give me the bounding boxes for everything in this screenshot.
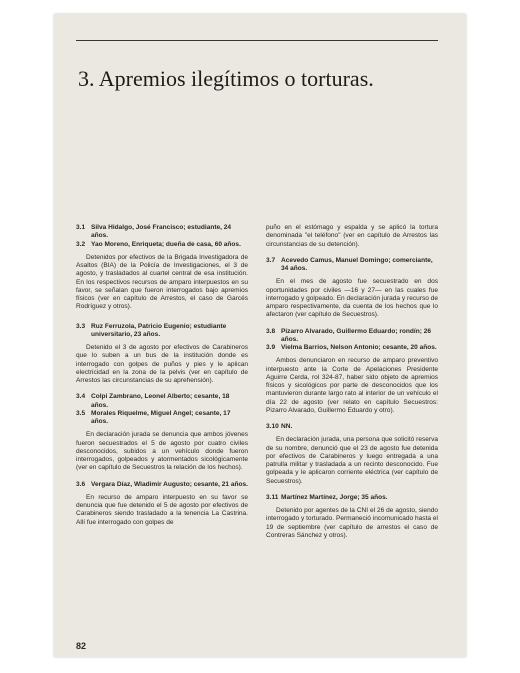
book-page xyxy=(54,14,466,657)
right-column xyxy=(266,224,438,540)
case-name: Morales Riquelme, Miguel Angel; cesante, 17 años. xyxy=(91,409,231,425)
case-entry xyxy=(76,241,248,249)
page-number: 82 xyxy=(76,641,87,651)
case-number: 3.3 xyxy=(76,322,86,330)
case-name: Vielma Barrios, Nelson Antonio; cesante, 20 años. xyxy=(281,344,437,351)
left-column xyxy=(76,224,248,527)
case-entry xyxy=(76,393,248,410)
case-paragraph: Detenido por agentes de la CNI el 26 de agosto, siendo interrogado y torturado. Permaneció incomunicado hasta el 19 de septiembre (ver capítulo de arrestos el caso de Contreras Sánchez y otros). xyxy=(266,507,438,539)
chapter-title: 3. Apremios ilegítimos o torturas. xyxy=(78,66,374,91)
case-number: 3.5 xyxy=(76,409,86,417)
case-paragraph: En el mes de agosto fue secuestrado en dos oportunidades por civiles —16 y 27— en las cuales fue interrogado y golpeado. En declaración jurada y recurso de amparo respectivamente, da cuenta de los hechos que lo afectaron (ver capítulo de Secuestros). xyxy=(266,278,438,319)
case-number: 3.1 xyxy=(76,224,86,231)
case-name: Martínez Martínez, Jorge; 35 años. xyxy=(281,493,388,501)
case-number: 3.9 xyxy=(266,344,276,351)
case-entry xyxy=(76,410,248,427)
case-name: NN. xyxy=(281,423,293,430)
case-entry xyxy=(266,328,438,345)
case-name: Acevedo Camus, Manuel Domingo; comerciante, 34 años. xyxy=(281,256,433,272)
case-name: Colpi Zambrano, Leonel Alberto; cesante, 18 años. xyxy=(91,393,230,409)
case-entry xyxy=(266,344,438,352)
case-paragraph: Detenido el 3 de agosto por efectivos de Carabineros que lo suben a un bus de la institución donde es interrogado con golpes de puños y pies y le aplican electricidad en la zona de la pelvis (ver en capítulo de Arrestos las circunstancias de su aprehensión). xyxy=(76,344,248,384)
case-number: 3.8 xyxy=(266,327,276,335)
case-number: 3.4 xyxy=(76,393,86,401)
top-rule xyxy=(76,40,438,41)
case-paragraph: Ambos denunciaron en recurso de amparo preventivo interpuesto ante la Corte de Apelaciones Presidente Aguirre Cerda, rol 324-87, haber sido objeto de apremios físicos y sicológicos por parte de desconocidos que los mantuvieron durante largo rato al interior de un vehículo el día 22 de agosto (ver relato en capítulo Secuestros: Pizarro Alvarado, Guillermo Eduardo y otro). xyxy=(266,357,438,414)
case-number: 3.11 xyxy=(266,493,279,501)
case-entry xyxy=(76,323,248,340)
case-name: Vergara Díaz, Wladimir Augusto; cesante, 21 años. xyxy=(91,480,248,488)
case-paragraph: En declaración jurada, una persona que solicitó reserva de su nombre, denunció que el 23 de agosto fue detenida por efectivos de Carabineros y luego entregada a una patrulla militar y trasladada a un recinto desconocido. Fue golpeada y le aplicaron corriente eléctrica (ver capítulo de Secuestros). xyxy=(266,436,438,485)
case-entry xyxy=(76,481,248,489)
case-name: Ruz Ferruzola, Patricio Eugenio; estudiante universitario, 23 años. xyxy=(91,322,227,338)
case-name: Yao Moreno, Enriqueta; dueña de casa, 60 años. xyxy=(91,240,241,248)
case-entry xyxy=(266,257,438,274)
case-paragraph: Detenidos por efectivos de la Brigada Investigadora de Asaltos (BIA) de la Policía de Investigaciones, el 3 de agosto, y trasladados al cuartel central de esa institución. En los respectivos recursos de amparo interpuestos en su favor, se señalan que fueron interrogados bajo apremios físicos (ver en capítulo de Arrestos, el caso de Garcés Rodríguez y otros). xyxy=(76,253,248,311)
case-paragraph: puño en el estómago y espalda y se aplicó la tortura denominada "el teléfono" (ver en capítulo de Arrestos las circunstancias de su detención). xyxy=(266,224,438,248)
case-entry xyxy=(266,423,438,431)
case-name: Pizarro Alvarado, Guillermo Eduardo; rondín; 26 años. xyxy=(281,327,431,343)
case-entry xyxy=(76,224,248,241)
case-number: 3.10 xyxy=(266,423,279,430)
case-number: 3.7 xyxy=(266,256,276,264)
case-number: 3.6 xyxy=(76,480,86,488)
case-name: Silva Hidalgo, José Francisco; estudiante, 24 años. xyxy=(91,224,232,240)
case-paragraph: En declaración jurada se denuncia que ambos jóvenes fueron secuestrados el 5 de agosto por cuatro civiles desconocidos, subidos a un vehículo donde fueron interrogados, golpeados y atormentados sicológicamente (ver en capítulo de Secuestros la relación de los hechos). xyxy=(76,431,248,472)
case-paragraph: En recurso de amparo interpuesto en su favor se denuncia que fue detenido el 5 de agosto por efectivos de Carabineros siendo trasladado a la tenencia La Castrina. Allí fue interrogado con golpes de xyxy=(76,493,248,526)
case-entry xyxy=(266,494,438,502)
case-number: 3.2 xyxy=(76,240,86,248)
